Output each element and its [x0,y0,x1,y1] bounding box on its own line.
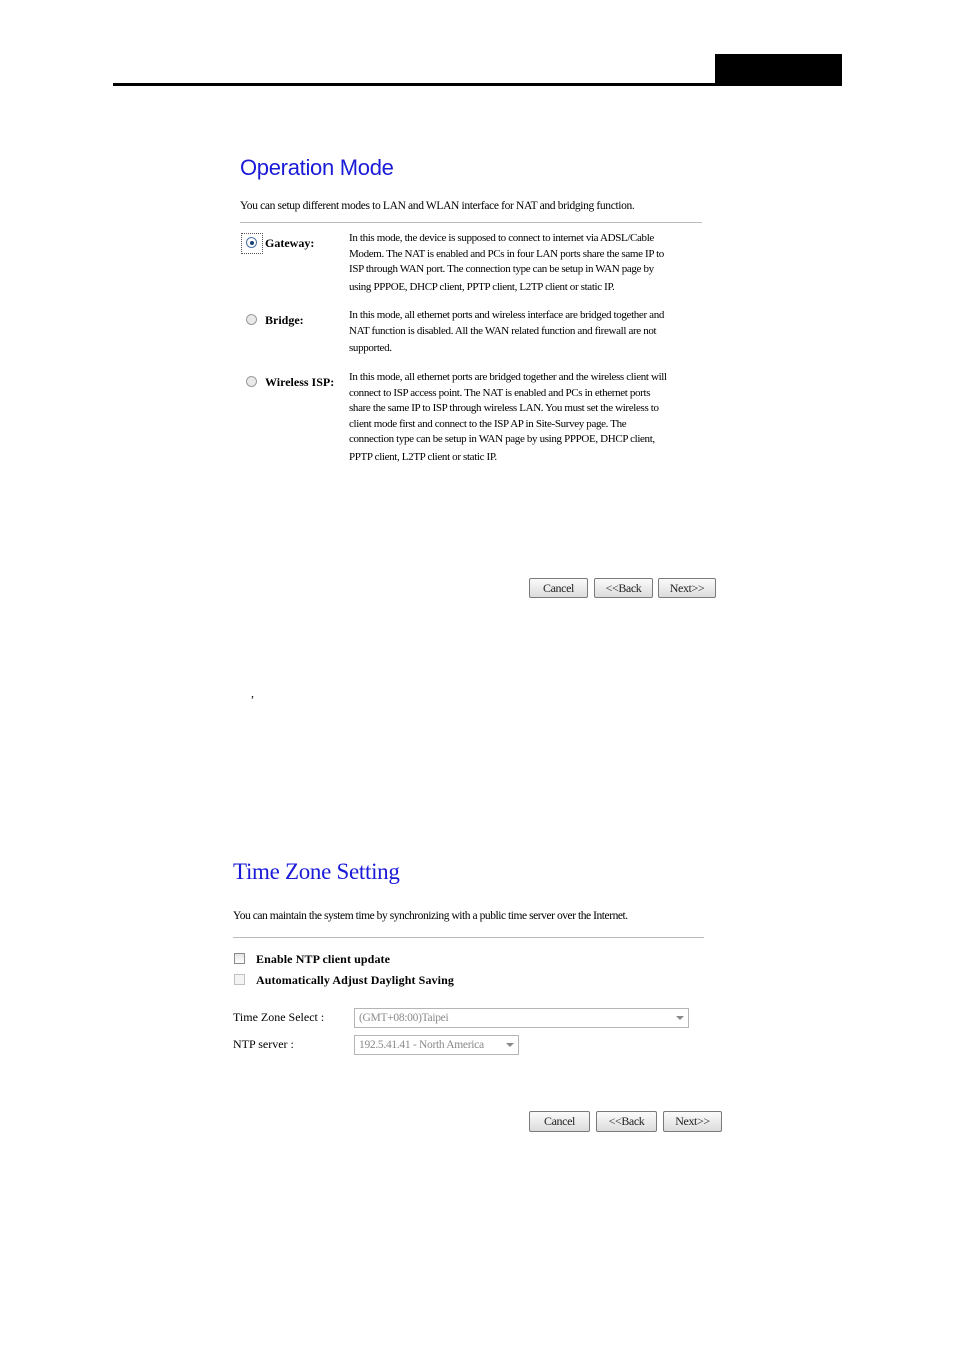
operation-mode-next-button[interactable]: Next>> [658,578,716,598]
bridge-label: Bridge: [265,313,304,327]
time-zone-select-value: (GMT+08:00)Taipei [359,1012,449,1024]
gateway-desc-line: Modem. The NAT is enabled and PCs in four LAN ports share the same IP to [349,247,664,260]
enable-ntp-checkbox[interactable] [234,953,245,964]
time-zone-divider [233,937,704,938]
time-zone-select-label: Time Zone Select : [233,1010,325,1024]
time-zone-intro: You can maintain the system time by synchronizing with a public time server over the Internet. [233,910,628,922]
bridge-desc-line: In this mode, all ethernet ports and wireless interface are bridged together and [349,309,665,321]
wireless-isp-desc-line: In this mode, all ethernet ports are bridged together and the wireless client will [349,371,667,383]
time-zone-cancel-button[interactable]: Cancel [529,1111,590,1132]
daylight-saving-label: Automatically Adjust Daylight Saving [256,973,454,987]
bridge-radio[interactable] [246,314,257,325]
enable-ntp-label: Enable NTP client update [256,952,391,966]
time-zone-title: Time Zone Setting [233,859,400,884]
bridge-description [349,308,701,357]
wireless-isp-desc-line: client mode first and connect to the ISP AP in Site-Survey page. The [349,417,627,430]
chevron-down-icon [506,1043,514,1047]
chevron-down-icon [676,1016,684,1020]
wireless-isp-desc-line: share the same IP to ISP through wireless LAN. You must set the wireless to [349,402,659,414]
time-zone-next-button[interactable]: Next>> [663,1111,722,1132]
gateway-radio[interactable] [246,237,257,248]
ntp-server-label: NTP server : [233,1037,294,1051]
wireless-isp-label: Wireless ISP: [265,375,335,389]
operation-mode-cancel-button[interactable]: Cancel [529,578,588,598]
operation-mode-intro: You can setup different modes to LAN and WLAN interface for NAT and bridging function. [240,200,635,212]
gateway-desc-line: using PPPOE, DHCP client, PPTP client, L2TP client or static IP. [349,280,615,293]
gateway-description [349,231,701,295]
operation-mode-title: Operation Mode [240,155,394,180]
separator-text: , [251,686,254,700]
time-zone-back-button[interactable]: <<Back [596,1111,657,1132]
bridge-desc-line: supported. [349,342,392,354]
bridge-desc-line: NAT function is disabled. All the WAN related function and firewall are not [349,324,657,337]
gateway-desc-line: In this mode, the device is supposed to connect to internet via ADSL/Cable [349,232,654,244]
gateway-desc-line: ISP through WAN port. The connection type can be setup in WAN page by [349,263,654,275]
daylight-saving-checkbox[interactable] [234,974,245,985]
gateway-label: Gateway: [265,236,315,250]
operation-mode-divider [240,222,702,223]
wireless-isp-desc-line: connect to ISP access point. The NAT is enabled and PCs in ethernet ports [349,386,651,399]
header-rule [113,83,715,86]
wireless-isp-desc-line: connection type can be setup in WAN page by using PPPOE, DHCP client, [349,433,655,445]
wireless-isp-description [349,370,701,465]
header-block [715,54,842,86]
ntp-server-select-value: 192.5.41.41 - North America [359,1039,484,1051]
wireless-isp-desc-line: PPTP client, L2TP client or static IP. [349,450,497,463]
wireless-isp-radio[interactable] [246,376,257,387]
operation-mode-back-button[interactable]: <<Back [594,578,653,598]
time-zone-select[interactable] [354,1008,689,1028]
ntp-server-select[interactable] [354,1035,519,1055]
